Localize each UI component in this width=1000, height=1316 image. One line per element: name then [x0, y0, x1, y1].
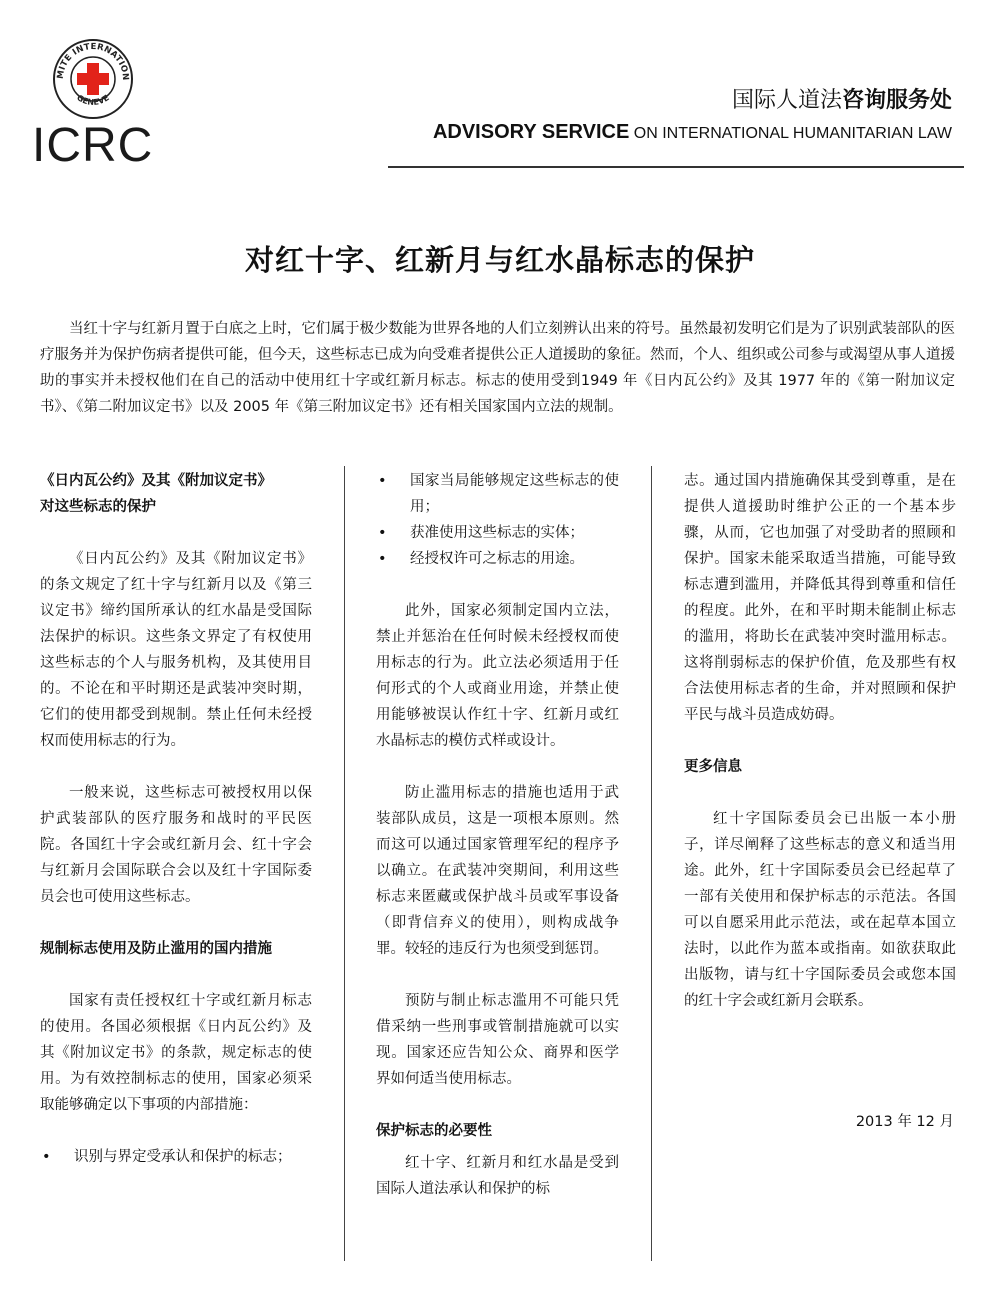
heading-line: 对这些标志的保护 — [40, 499, 156, 515]
paragraph: 红十字国际委员会已出版一本小册子，详尽阐释了这些标志的意义和适当用途。此外，红十字国际委员会已经起草了一部有关使用和保护标志的示范法。各国可以自愿采用此示范法，或在起草本国立法时，以此作为蓝本或指南。如欲获取此出版物，请与红十字国际委员会或您本国的红十字会或红新月会联系。 — [684, 811, 956, 1009]
bullet-list — [40, 1144, 312, 1170]
intro-paragraph: 当红十字与红新月置于白底之上时，它们属于极少数能为世界各地的人们立刻辨认出来的符号。虽然最初发明它们是为了识别武装部队的医疗服务并为保护伤病者提供可能，但今天，这些标志已成为向受难者提供公正人道援助的象征。然而，个人、组织或公司参与或渴望从事人道援助的事实并未授权他们在自己的活动中使用红十字或红新月标志。标志的使用受到1949 年《日内瓦公约》及其 1977 年的《第一附加议定书》、《第二附加议定书》以及 2005 年《第三附加议定书》还有相关国家国内立法的规制。 — [40, 321, 955, 415]
icrc-emblem-logo — [52, 38, 134, 120]
document-title: 对红十字、红新月与红水晶标志的保护 — [244, 243, 755, 277]
column-2 — [376, 468, 619, 1202]
list-item: • 国家当局能够规定这些标志的使用； — [376, 468, 619, 520]
paragraph: 一般来说，这些标志可被授权用以保护武装部队的医疗服务和战时的平民医院。各国红十字会或红新月会、红十字会与红新月会国际联合会以及红十字国际委员会也可使用这些标志。 — [40, 785, 312, 905]
icrc-logo-text: ICRC — [32, 119, 154, 172]
paragraph: 预防与制止标志滥用不可能只凭借采纳一些刑事或管制措施就可以实现。国家还应告知公众、商界和医学界如何适当使用标志。 — [376, 993, 619, 1087]
header-chinese-title — [732, 88, 952, 114]
paragraph: 国家有责任授权红十字或红新月标志的使用。各国必须根据《日内瓦公约》及其《附加议定书》的条款，规定标志的使用。为有效控制标志的使用，国家必须采取能够确定以下事项的内部措施： — [40, 993, 312, 1113]
paragraph: 防止滥用标志的措施也适用于武装部队成员，这是一项根本原则。然而这可以通过国家管理军纪的程序予以确立。在武装冲突期间，利用这些标志来匿藏或保护战斗员或军事设备（即背信弃义的使用），则构成战争罪。较轻的违反行为也须受到惩罚。 — [376, 785, 619, 957]
list-item: • 经授权许可之标志的用途。 — [376, 546, 619, 572]
header-en-bold: ADVISORY SERVICE — [432, 121, 630, 143]
header-english-title — [433, 121, 952, 144]
paragraph: 《日内瓦公约》及其《附加议定书》的条文规定了红十字与红新月以及《第三议定书》缔约国所承认的红水晶是受国际法保护的标识。这些条文界定了有权使用这些标志的个人与服务机构，及其使用目的。不论在和平时期还是武装冲突时期，它们的使用都受到规制。禁止任何未经授权而使用标志的行为。 — [40, 551, 312, 749]
section-heading-domestic-measures: 规制标志使用及防止滥用的国内措施 — [40, 941, 272, 957]
section-heading-necessity: 保护标志的必要性 — [376, 1123, 492, 1139]
paragraph: 此外，国家必须制定国内立法，禁止并惩治在任何时候未经授权而使用标志的行为。此立法必须适用于任何形式的个人或商业用途，并禁止使用能够被误认作红十字、红新月或红水晶标志的模仿式样或设计。 — [376, 603, 619, 749]
svg-text:COMITE INTERNATIONAL: MITE INTERNATION — [55, 41, 131, 81]
list-item: • 获准使用这些标志的实体； — [376, 520, 619, 546]
section-heading-protection — [40, 468, 312, 520]
paragraph: 志。通过国内措施确保其受到尊重，是在提供人道援助时维护公正的一个基本步骤，从而，它也加强了对受助者的照顾和保护。国家未能采取适当措施，可能导致标志遭到滥用，并降低其得到尊重和信任的程度。此外，在和平时期未能制止标志的滥用，将助长在武装冲突时滥用标志。这将削弱标志的保护价值，危及那些有权合法使用标志者的生命，并对照顾和保护平民与战斗员造成妨碍。 — [684, 473, 956, 723]
paragraph: 红十字、红新月和红水晶是受到国际人道法承认和保护的标 — [376, 1155, 619, 1197]
section-heading-more-info: 更多信息 — [684, 759, 742, 775]
column-3 — [684, 468, 956, 1040]
column-1 — [40, 468, 312, 1196]
heading-line: 《日内瓦公约》及其《附加议定书》 — [40, 473, 272, 489]
list-item: • 识别与界定受承认和保护的标志； — [40, 1144, 312, 1170]
header-divider — [388, 166, 964, 168]
document-date: 2013 年 12 月 — [855, 1114, 954, 1130]
bullet-list — [376, 468, 619, 572]
column-divider — [651, 466, 652, 1261]
header-cn-normal: 国际人道法 — [731, 88, 842, 113]
svg-text:GENEVE: GENEVE — [75, 93, 111, 108]
header-en-rest: ON INTERNATIONAL HUMANITARIAN LAW — [629, 125, 952, 142]
column-divider — [344, 466, 345, 1261]
header-cn-bold: 咨询服务处 — [841, 88, 952, 113]
